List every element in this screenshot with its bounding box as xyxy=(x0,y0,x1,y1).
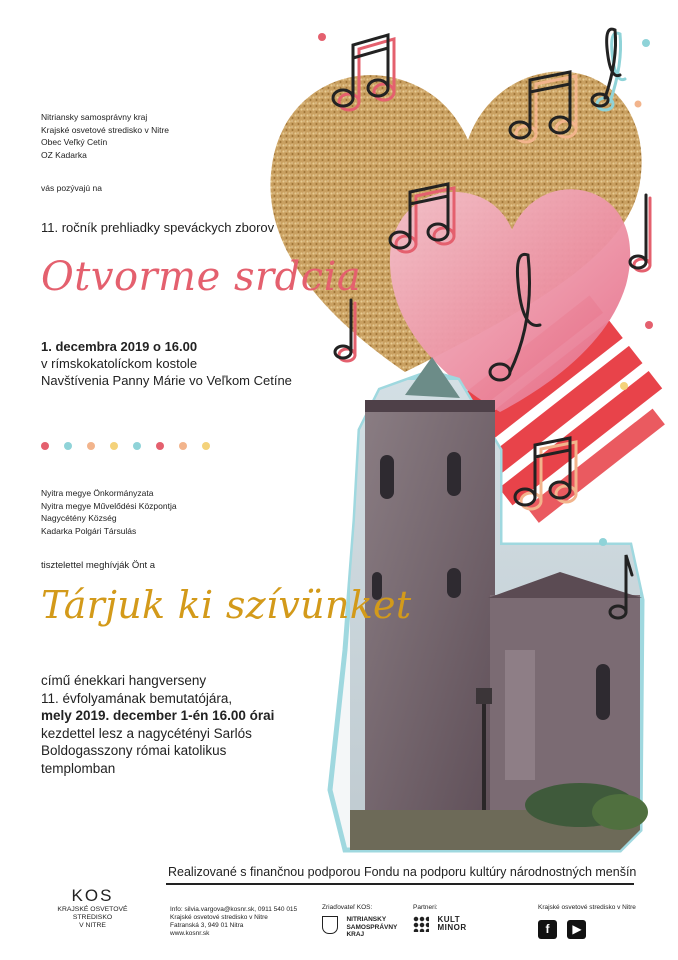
youtube-icon[interactable]: ▶ xyxy=(567,920,586,939)
crest-icon xyxy=(322,916,338,934)
info-line: Info: silvia.vargova@kosnr.sk, 0911 540 015 xyxy=(170,906,298,913)
support-line: Realizované s finančnou podporou Fondu na podporu kultúry národnostných menšín xyxy=(168,865,637,879)
founder-label: Zriaďovateľ KOS: xyxy=(322,904,373,911)
organizer-line: Krajské osvetové stredisko v Nitre xyxy=(41,124,170,135)
social-label: Krajské osvetové stredisko v Nitre xyxy=(538,904,636,911)
info-line: www.kosnr.sk xyxy=(170,930,210,937)
facebook-icon[interactable]: f xyxy=(538,920,557,939)
social-icons xyxy=(538,920,592,939)
founder-line: SAMOSPRÁVNY xyxy=(346,923,398,931)
event-details-sk xyxy=(41,338,292,389)
partners-label: Partneri: xyxy=(413,904,438,911)
founder-logo xyxy=(322,916,397,941)
footer-divider xyxy=(166,883,634,885)
date-sk: 1. decembra 2019 o 16.00 xyxy=(41,339,198,354)
founder-line: NITRIANSKY xyxy=(346,916,387,923)
desc-line: című énekkari hangverseny xyxy=(41,673,207,688)
invite-hu: tisztelettel meghívják Önt a xyxy=(41,560,156,571)
desc-line: templomban xyxy=(41,760,116,776)
organizer-line: Nagycétény Község xyxy=(41,513,117,523)
desc-line: 11. évfolyamának bemutatójára, xyxy=(41,690,233,706)
venue-line: Navštívenia Panny Márie vo Veľkom Cetíne xyxy=(41,373,292,388)
desc-line: Boldogasszony római katolikus xyxy=(41,743,227,758)
organizer-line: Kadarka Polgári Társulás xyxy=(41,525,137,536)
organizer-line: OZ Kadarka xyxy=(41,149,87,160)
divider-dots xyxy=(41,437,225,455)
desc-line: kezdettel lesz a nagycétényi Sarlós xyxy=(41,725,252,741)
partner-line: KULT xyxy=(437,915,461,924)
event-details-hu xyxy=(41,672,274,777)
organizers-sk xyxy=(41,111,261,161)
organizer-line: Obec Veľký Cetín xyxy=(41,137,108,147)
kult-minor-icon xyxy=(413,916,429,932)
info-block xyxy=(170,906,300,938)
organizers-hu xyxy=(41,487,261,537)
kos-line: KRAJSKÉ OSVETOVÉ STREDISKO xyxy=(57,906,128,921)
kos-abbr: KOS xyxy=(71,886,114,905)
venue-line: v rímskokatolíckom kostole xyxy=(41,356,198,371)
event-line-sk: 11. ročník prehliadky speváckych zborov xyxy=(41,220,275,235)
partner-line: MINOR xyxy=(437,923,467,932)
info-line: Krajské osvetové stredisko v Nitre xyxy=(170,914,268,921)
founder-line: KRAJ xyxy=(346,931,365,938)
organizer-line: Nitriansky samosprávny kraj xyxy=(41,112,148,122)
organizer-line: Nyitra megye Önkormányzata xyxy=(41,488,154,498)
invite-sk: vás pozývajú na xyxy=(41,183,102,193)
title-hu: Tárjuk ki szívünket xyxy=(41,583,412,627)
desc-line-bold: mely 2019. december 1-én 16.00 órai xyxy=(41,708,275,723)
kos-logo xyxy=(40,886,145,930)
kos-line: V NITRE xyxy=(79,922,106,929)
title-sk: Otvorme srdcia xyxy=(41,254,362,300)
organizer-line: Nyitra megye Művelődési Központja xyxy=(41,500,177,511)
info-line: Fatranská 3, 949 01 Nitra xyxy=(170,922,244,929)
partner-logo xyxy=(413,916,467,935)
